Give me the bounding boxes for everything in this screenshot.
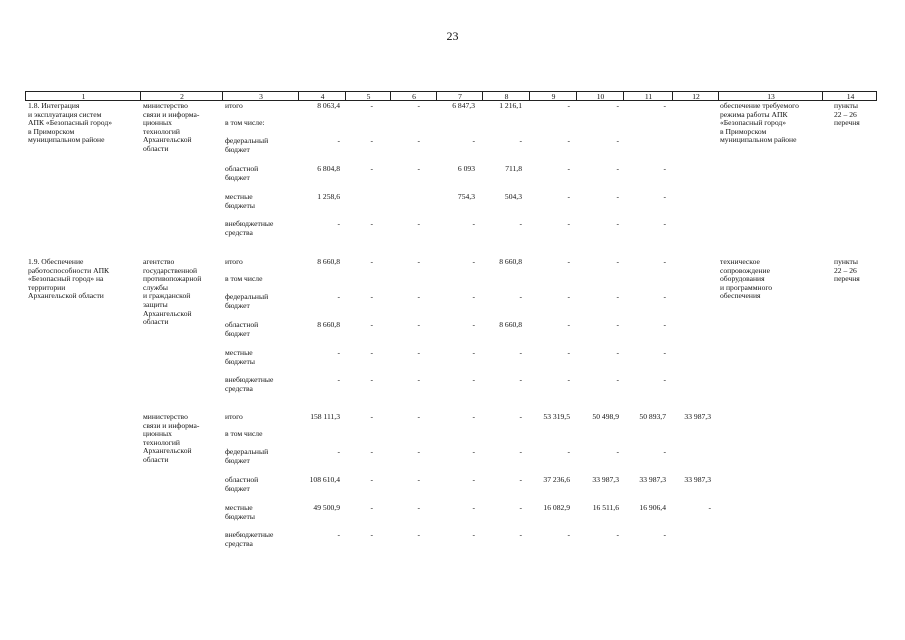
executor-name-line: Архангельской: [143, 446, 192, 456]
funding-source: [225, 137, 268, 154]
expected-result: [720, 258, 772, 301]
funding-source-line: в том числе:: [225, 118, 265, 127]
funding-value: -: [417, 136, 420, 145]
funding-source: [225, 476, 258, 493]
expected-result-line: обеспечения: [720, 291, 761, 301]
expected-result-line: обеспечение требуемого: [720, 101, 799, 110]
activity-name-line: 1.9. Обеспечение: [28, 257, 84, 266]
funding-value: -: [417, 375, 420, 384]
funding-source: [225, 275, 262, 284]
funding-source: [225, 376, 273, 393]
funding-source-line: федеральный: [225, 136, 269, 145]
activity-name: [28, 102, 112, 145]
funding-source: [225, 258, 243, 267]
executor-name-line: министерство: [143, 101, 188, 110]
funding-source: [225, 119, 265, 128]
funding-value: -: [337, 530, 340, 539]
funding-value: -: [519, 136, 522, 145]
funding-value: -: [616, 192, 619, 201]
funding-value: 50 893,7: [639, 412, 666, 421]
funding-value: -: [337, 219, 340, 228]
funding-source-line: средства: [225, 538, 253, 548]
funding-value: -: [616, 348, 619, 357]
funding-value: -: [370, 412, 373, 421]
funding-source-line: бюджет: [225, 455, 250, 465]
funding-source-line: бюджет: [225, 483, 250, 493]
funding-value: -: [663, 530, 666, 539]
column-header-12: 12: [692, 92, 700, 101]
funding-source-line: местные: [225, 503, 253, 512]
executor-name-line: ционных: [143, 118, 172, 128]
funding-value: -: [663, 447, 666, 456]
activity-name: [28, 258, 109, 301]
funding-source: [225, 220, 273, 237]
funding-source-line: внебюджетные: [225, 530, 274, 539]
funding-value: 754,3: [457, 192, 475, 201]
funding-value: 16 906,4: [639, 503, 666, 512]
executor-name-line: защиты: [143, 299, 168, 309]
funding-value: 6 804,8: [317, 164, 340, 173]
funding-value: -: [417, 292, 420, 301]
funding-value: -: [417, 447, 420, 456]
executor-name: [143, 413, 199, 465]
funding-value: -: [519, 292, 522, 301]
funding-source: [225, 504, 255, 521]
funding-source: [225, 193, 255, 210]
funding-value: -: [472, 292, 475, 301]
funding-value: -: [519, 412, 522, 421]
expected-result-line: техническое: [720, 257, 760, 266]
activity-name-line: Архангельской области: [28, 291, 104, 301]
expected-result-line: режима работы АПК: [720, 109, 788, 119]
funding-value: 33 987,3: [684, 475, 711, 484]
expected-result-line: «Безопасный город»: [720, 118, 787, 128]
funding-source-line: бюджет: [225, 328, 250, 338]
column-header-13: 13: [767, 92, 775, 101]
funding-value: -: [616, 530, 619, 539]
funding-value: 50 498,9: [592, 412, 619, 421]
activity-name-line: и эксплуатация систем: [28, 109, 102, 119]
column-header-2: 2: [180, 92, 184, 101]
funding-source: [225, 448, 268, 465]
column-header-8: 8: [504, 92, 509, 101]
funding-source: [225, 413, 243, 422]
funding-value: -: [337, 136, 340, 145]
executor-name-line: области: [143, 454, 169, 464]
funding-value: -: [370, 219, 373, 228]
funding-source-line: областной: [225, 320, 259, 329]
funding-value: -: [370, 447, 373, 456]
funding-value: -: [370, 292, 373, 301]
funding-value: -: [616, 257, 619, 266]
funding-value: -: [567, 164, 570, 173]
column-header-row: [25, 91, 877, 101]
funding-source-line: местные: [225, 348, 253, 357]
funding-value: -: [370, 503, 373, 512]
plan-items: [834, 258, 860, 284]
funding-value: 8 063,4: [317, 101, 340, 110]
funding-value: -: [616, 375, 619, 384]
funding-value: -: [337, 447, 340, 456]
funding-value: -: [519, 348, 522, 357]
funding-source: [225, 430, 262, 439]
funding-source-line: бюджеты: [225, 356, 255, 366]
funding-value: -: [417, 219, 420, 228]
column-header-6: 6: [412, 92, 416, 101]
activity-name-line: АПК «Безопасный город»: [28, 118, 112, 128]
executor-name-line: Архангельской: [143, 308, 192, 318]
executor-name-line: министерство: [143, 412, 188, 421]
expected-result-line: в Приморском: [720, 126, 767, 136]
funding-value: -: [417, 475, 420, 484]
funding-value: -: [472, 412, 475, 421]
plan-items-line: перечня: [834, 274, 860, 284]
funding-source: [225, 349, 255, 366]
funding-value: -: [519, 503, 522, 512]
executor-name: [143, 102, 199, 154]
expected-result-line: и программного: [720, 282, 773, 292]
funding-value: -: [663, 192, 666, 201]
funding-value: -: [567, 101, 570, 110]
funding-source-line: в том числе: [225, 429, 263, 438]
funding-value: -: [616, 292, 619, 301]
funding-value: 8 660,8: [499, 257, 522, 266]
funding-value: 33 987,3: [592, 475, 619, 484]
funding-value: -: [370, 101, 373, 110]
column-header-7: 7: [458, 92, 462, 101]
funding-value: 8 660,8: [317, 320, 340, 329]
funding-value: -: [370, 136, 373, 145]
executor-name-line: ционных: [143, 429, 172, 439]
expected-result-line: оборудования: [720, 274, 765, 284]
funding-value: 158 111,3: [310, 412, 340, 421]
funding-value: -: [567, 292, 570, 301]
funding-source: [225, 531, 273, 548]
funding-value: -: [616, 164, 619, 173]
funding-value: -: [519, 375, 522, 384]
funding-value: -: [567, 530, 570, 539]
funding-value: 16 511,6: [592, 503, 619, 512]
funding-source-line: областной: [225, 475, 259, 484]
funding-value: 8 660,8: [317, 257, 340, 266]
funding-value: -: [472, 348, 475, 357]
funding-value: 8 660,8: [499, 320, 522, 329]
activity-name-line: в Приморском: [28, 126, 75, 136]
funding-value: -: [472, 530, 475, 539]
funding-value: -: [708, 503, 711, 512]
funding-value: -: [337, 375, 340, 384]
column-header-1: 1: [81, 92, 86, 101]
funding-source: [225, 321, 258, 338]
funding-value: -: [370, 164, 373, 173]
funding-source: [225, 293, 268, 310]
funding-value: 504,3: [504, 192, 522, 201]
funding-value: -: [417, 530, 420, 539]
funding-value: -: [417, 101, 420, 110]
column-header-4: 4: [320, 92, 325, 101]
column-header-5: 5: [366, 92, 371, 101]
funding-source-line: средства: [225, 383, 253, 393]
executor-name-line: государственной: [143, 265, 198, 275]
funding-value: 49 500,9: [313, 503, 340, 512]
funding-value: -: [417, 320, 420, 329]
funding-value: -: [417, 348, 420, 357]
funding-value: 108 610,4: [309, 475, 340, 484]
executor-name: [143, 258, 201, 327]
executor-name-line: Архангельской: [143, 135, 192, 145]
funding-value: -: [337, 292, 340, 301]
funding-source: [225, 165, 258, 182]
funding-source-line: в том числе: [225, 274, 263, 283]
funding-value: -: [616, 447, 619, 456]
funding-value: -: [663, 219, 666, 228]
funding-source-line: бюджет: [225, 300, 250, 310]
funding-value: -: [370, 375, 373, 384]
funding-value: -: [616, 320, 619, 329]
funding-value: -: [370, 348, 373, 357]
funding-value: -: [472, 136, 475, 145]
funding-value: -: [616, 219, 619, 228]
column-header-11: 11: [644, 92, 653, 101]
funding-value: -: [370, 475, 373, 484]
funding-source-line: средства: [225, 227, 253, 237]
funding-value: -: [472, 219, 475, 228]
funding-value: -: [663, 164, 666, 173]
column-header-9: 9: [551, 92, 556, 101]
funding-value: 33 987,3: [684, 412, 711, 421]
funding-value: -: [663, 292, 666, 301]
funding-source-line: бюджеты: [225, 511, 255, 521]
funding-value: -: [519, 219, 522, 228]
funding-value: 16 082,9: [543, 503, 570, 512]
funding-source-line: итого: [225, 101, 243, 110]
funding-value: -: [663, 257, 666, 266]
funding-value: -: [417, 164, 420, 173]
funding-source-line: бюджет: [225, 172, 250, 182]
funding-value: -: [663, 375, 666, 384]
funding-value: 6 847,3: [452, 101, 475, 110]
activity-name-line: «Безопасный город» на: [28, 274, 104, 284]
funding-source-line: итого: [225, 412, 243, 421]
plan-items-line: пункты: [834, 257, 858, 266]
funding-value: -: [417, 503, 420, 512]
funding-source-line: местные: [225, 192, 253, 201]
executor-name-line: области: [143, 317, 169, 327]
funding-source: [225, 102, 243, 111]
funding-value: 53 319,5: [543, 412, 570, 421]
funding-source-line: бюджет: [225, 144, 250, 154]
funding-value: -: [370, 257, 373, 266]
funding-value: -: [567, 219, 570, 228]
funding-value: -: [663, 320, 666, 329]
funding-value: -: [567, 136, 570, 145]
funding-value: -: [472, 503, 475, 512]
executor-name-line: и гражданской: [143, 291, 191, 301]
funding-value: 1 258,6: [317, 192, 340, 201]
funding-source-line: областной: [225, 164, 259, 173]
column-header-10: 10: [596, 92, 605, 101]
funding-source-line: итого: [225, 257, 243, 266]
plan-items-line: пункты: [834, 101, 858, 110]
funding-value: -: [417, 412, 420, 421]
funding-value: -: [567, 192, 570, 201]
funding-value: 1 216,1: [499, 101, 522, 110]
page-number: 23: [446, 29, 459, 43]
plan-items: [834, 102, 860, 128]
funding-value: 711,8: [505, 164, 522, 173]
funding-value: 33 987,3: [639, 475, 666, 484]
funding-value: -: [567, 320, 570, 329]
funding-value: -: [663, 348, 666, 357]
funding-source-line: федеральный: [225, 292, 269, 301]
plan-items-line: 22 – 26: [834, 265, 857, 275]
plan-items-line: перечня: [834, 118, 860, 128]
funding-value: -: [472, 257, 475, 266]
funding-value: -: [567, 348, 570, 357]
plan-items-line: 22 – 26: [834, 109, 857, 119]
executor-name-line: агентство: [143, 257, 175, 266]
funding-source-line: федеральный: [225, 447, 269, 456]
column-header-3: 3: [259, 92, 263, 101]
funding-source-line: внебюджетные: [225, 219, 274, 228]
executor-name-line: области: [143, 143, 169, 153]
funding-value: -: [616, 101, 619, 110]
executor-name-line: связи и информа-: [143, 109, 200, 119]
funding-value: -: [472, 320, 475, 329]
funding-value: 6 093: [457, 164, 475, 173]
funding-value: -: [370, 530, 373, 539]
funding-value: -: [567, 447, 570, 456]
executor-name-line: технологий: [143, 437, 180, 447]
funding-value: -: [472, 447, 475, 456]
funding-source-line: бюджеты: [225, 200, 255, 210]
column-header-14: 14: [846, 92, 855, 101]
executor-name-line: противопожарной: [143, 274, 202, 284]
activity-name-line: муниципальном районе: [28, 135, 105, 145]
expected-result-line: муниципальном районе: [720, 135, 797, 145]
funding-value: -: [472, 375, 475, 384]
activity-name-line: территории: [28, 282, 66, 292]
activity-name-line: работоспособности АПК: [28, 265, 110, 275]
funding-value: -: [567, 375, 570, 384]
funding-value: -: [519, 530, 522, 539]
funding-source-line: внебюджетные: [225, 375, 274, 384]
funding-value: -: [519, 447, 522, 456]
funding-value: -: [337, 348, 340, 357]
funding-value: -: [417, 257, 420, 266]
funding-value: -: [519, 475, 522, 484]
funding-value: -: [616, 136, 619, 145]
funding-value: 37 236,6: [543, 475, 570, 484]
expected-result: [720, 102, 799, 145]
expected-result-line: сопровождение: [720, 265, 770, 275]
funding-value: -: [663, 101, 666, 110]
executor-name-line: связи и информа-: [143, 420, 200, 430]
executor-name-line: технологий: [143, 126, 180, 136]
funding-value: -: [370, 320, 373, 329]
funding-value: -: [472, 475, 475, 484]
executor-name-line: службы: [143, 282, 168, 292]
funding-value: -: [567, 257, 570, 266]
activity-name-line: 1.8. Интеграция: [28, 101, 80, 110]
